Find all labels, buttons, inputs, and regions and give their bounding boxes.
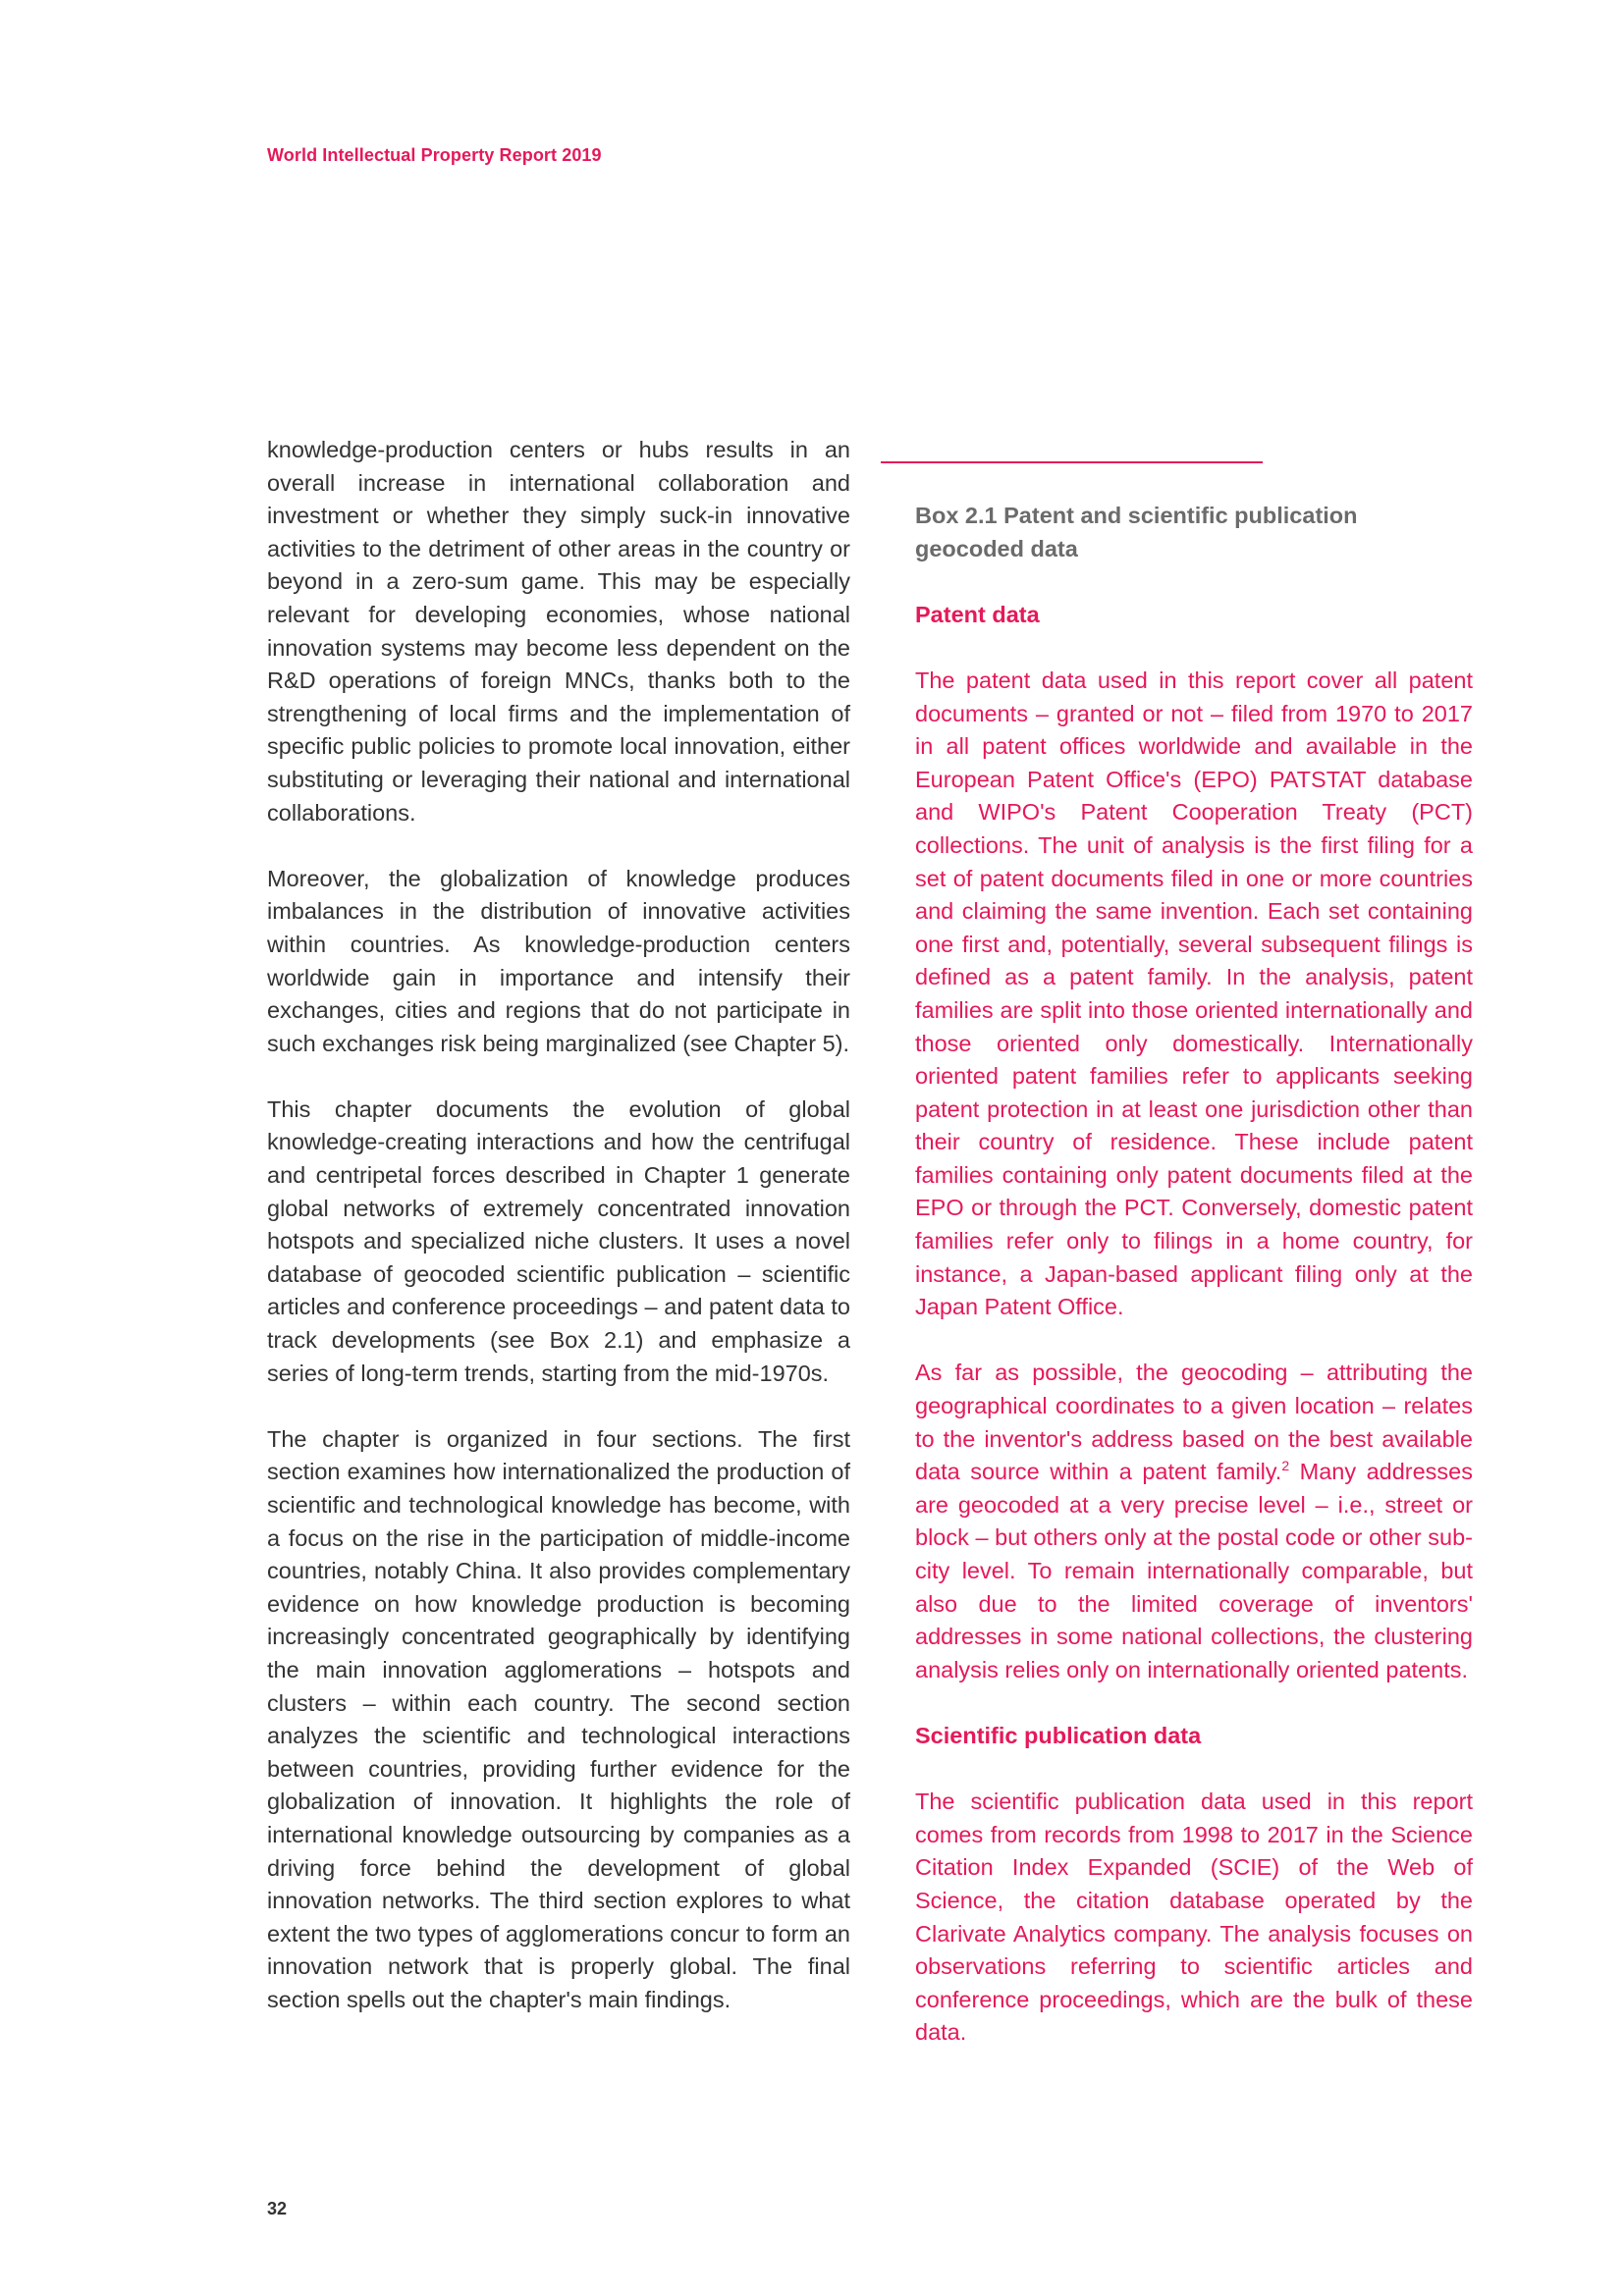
body-paragraph-1: knowledge-production centers or hubs results in an overall increase in international collaboration and investment or whether they simply suck-in innovative activities to the detriment of other areas in the country or beyond in a zero-sum game. This may be especially relevant for developing economies, whose national innovation systems may become less dependent on the R&D operations of foreign MNCs, thanks both to the strengthening of local firms and the implementation of specific public policies to promote local innovation, either substituting or leveraging their national and international collaborations. (267, 437, 850, 826)
box-top-rule (881, 461, 1263, 463)
patent-data-paragraph-2 (915, 1357, 1473, 1686)
scientific-publication-paragraph: The scientific publication data used in this report comes from records from 1998 to 2017 in the Science Citation Index Expanded (SCIE) of the Web of Science, the citation database operated by the Clarivate Analytics company. The analysis focuses on observations referring to scientific articles and conference proceedings, which are the bulk of these data. (915, 1789, 1473, 2046)
body-paragraph-4: The chapter is organized in four sections. The first section examines how internationalized the production of scientific and technological knowledge has become, with a focus on the rise in the participation of middle-income countries, notably China. It also provides complementary evidence on how knowledge production is becoming increasingly concentrated geographically by identifying the main innovation agglomerations – hotspots and clusters – within each country. The second section analyzes the scientific and technological interactions between countries, providing further evidence for the globalization of innovation. It highlights the role of international knowledge outsourcing by companies as a driving force behind the development of global innovation networks. The third section explores to what extent the two types of agglomerations concur to form an innovation network that is properly global. The final section spells out the chapter's main findings. (267, 1425, 850, 2012)
scientific-publication-heading: Scientific publication data (915, 1722, 1202, 1748)
patent-data-paragraph-2-part-a: As far as possible, the geocoding – attributing the geographical coordinates to a given location – relates to the inventor's address based on the best available data source within a patent family. (915, 1360, 1473, 1485)
body-paragraph-3: This chapter documents the evolution of global knowledge-creating interactions and how the centrifugal and centripetal forces described in Chapter 1 generate global networks of extremely concentrated innovation hotspots and specialized niche clusters. It uses a novel database of geocoded scientific publication – scientific articles and conference proceedings – and patent data to track developments (see Box 2.1) and emphasize a series of long-term trends, starting from the mid-1970s. (267, 1095, 850, 1386)
box-title: Box 2.1 Patent and scientific publication geocoded data (915, 503, 1358, 561)
running-header: World Intellectual Property Report 2019 (267, 145, 602, 165)
page-number: 32 (267, 2199, 288, 2218)
patent-data-paragraph-2-part-b: Many addresses are geocoded at a very precise level – i.e., street or block – but others only at the postal code or other sub-city level. To remain internationally comparable, but also due to the limited coverage of inventors' addresses in some national collections, the clustering analysis relies only on internationally oriented patents. (915, 1459, 1473, 1682)
box-2-1 (915, 500, 1473, 2083)
main-text-column (267, 434, 850, 2050)
patent-data-heading: Patent data (915, 601, 1040, 627)
footnote-reference[interactable]: 2 (1281, 1458, 1290, 1474)
patent-data-paragraph-1: The patent data used in this report cover all patent documents – granted or not – filed from 1970 to 2017 in all patent offices worldwide and available in the European Patent Office's (EPO) PATSTAT database and WIPO's Patent Cooperation Treaty (PCT) collections. The unit of analysis is the first filing for a set of patent documents filed in one or more countries and claiming the same invention. Each set containing one first and, potentially, several subsequent filings is defined as a patent family. In the analysis, patent families are split into those oriented internationally and those oriented only domestically. Internationally oriented patent families refer to applicants seeking patent protection in at least one jurisdiction other than their country of residence. These include patent families containing only patent documents filed at the EPO or through the PCT. Conversely, domestic patent families refer only to filings in a home country, for instance, a Japan-based applicant filing only at the Japan Patent Office. (915, 667, 1473, 1320)
body-paragraph-2: Moreover, the globalization of knowledge produces imbalances in the distribution of innovative activities within countries. As knowledge-production centers worldwide gain in importance and intensify their exchanges, cities and regions that do not participate in such exchanges risk being marginalized (see Chapter 5). (267, 865, 850, 1056)
